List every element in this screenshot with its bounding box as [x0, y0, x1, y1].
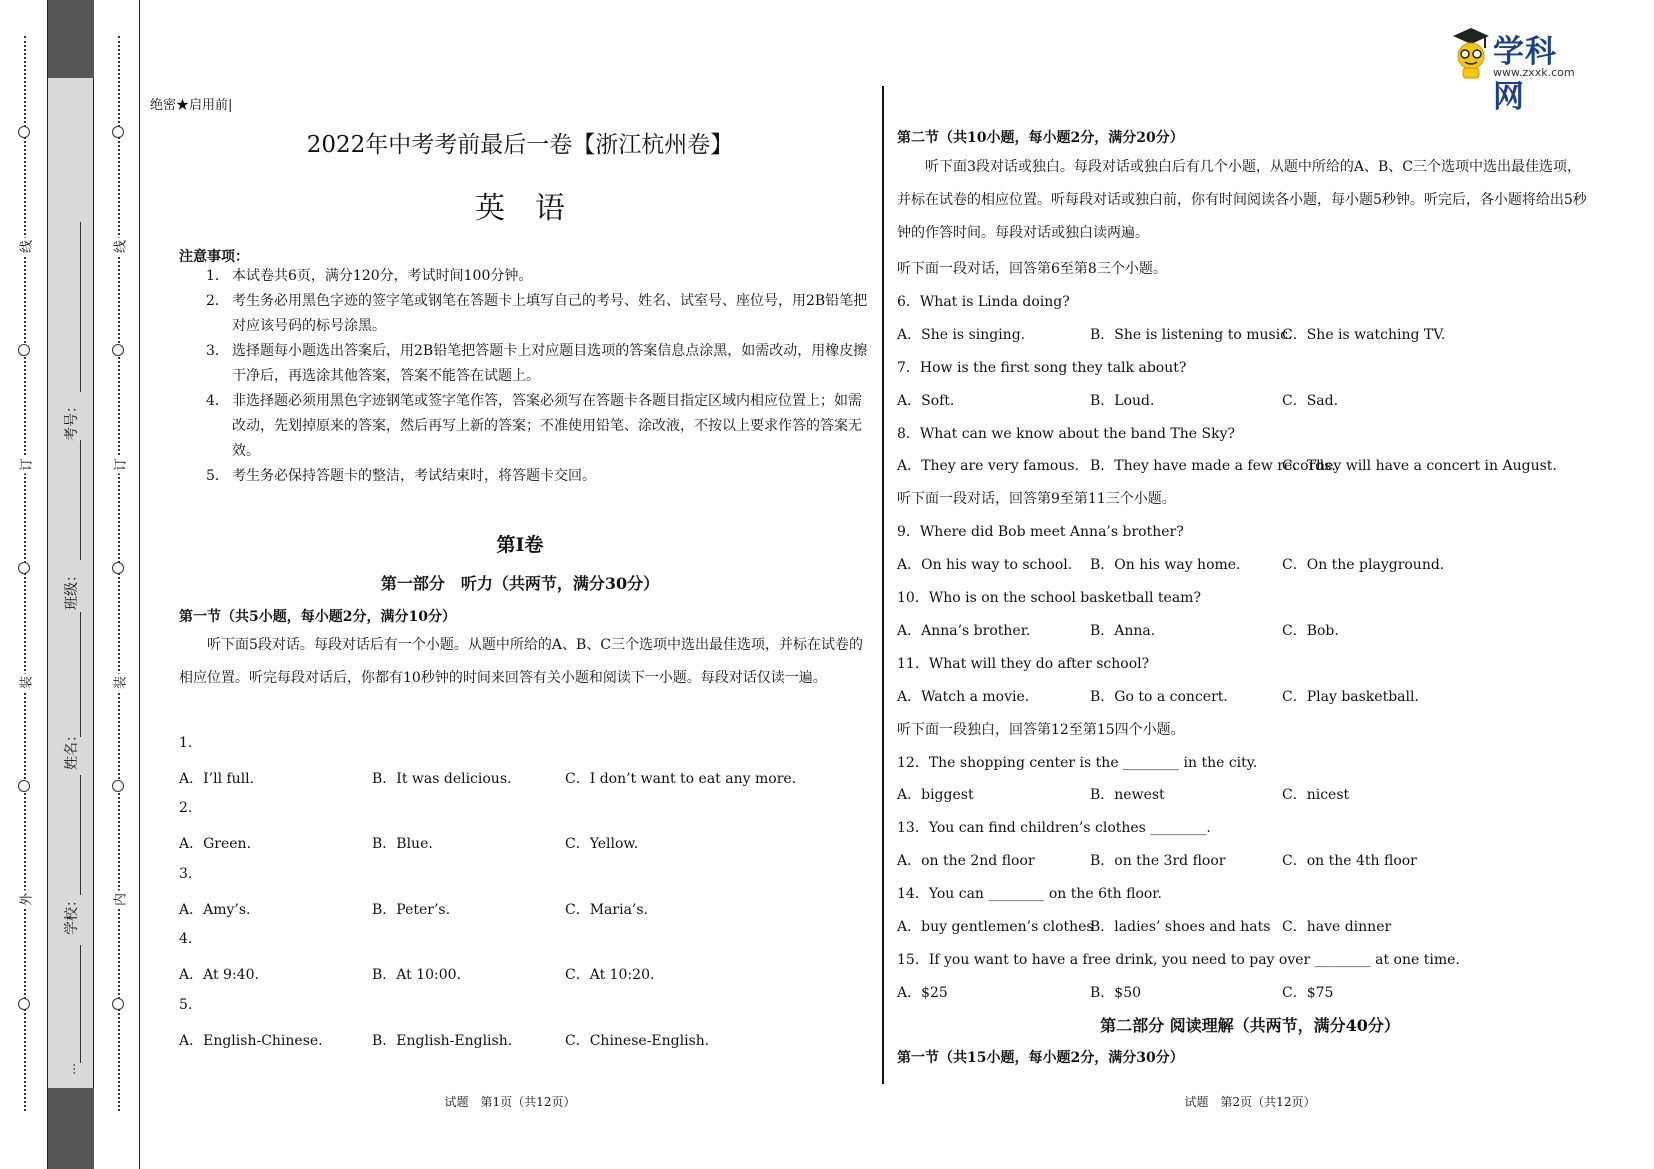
binding-char: 装 [110, 674, 129, 692]
option-c: C．Maria’s. [565, 902, 648, 918]
fill-line [80, 612, 81, 737]
school-label: 学校： [64, 893, 80, 935]
option-c: C．I don’t want to eat any more. [565, 771, 797, 787]
notice-item [206, 389, 874, 464]
option-c: C．At 10:20. [565, 967, 655, 983]
question-number: 1. [179, 735, 193, 751]
option-c: C．nicest [1282, 787, 1350, 804]
logo-text: 学科网 [1493, 34, 1557, 115]
question-number: 5. [179, 997, 193, 1013]
binding-strip-info [48, 0, 94, 1169]
option-b: B．on the 3rd floor [1090, 853, 1226, 870]
listening-instruction: 听下面一段独白，回答第12至第15四个小题。 [897, 721, 1185, 738]
part2-title: 第二部分 阅读理解（共两节，满分40分） [1100, 1016, 1400, 1035]
notice-item [206, 339, 874, 389]
question-text: 15．If you want to have a free drink, you need to pay over ________ at one time. [897, 951, 1460, 968]
dots-text: … [64, 1063, 78, 1075]
option-a: A．English-Chinese. [179, 1033, 323, 1049]
binding-circle [112, 562, 124, 574]
notice-heading: 注意事项： [179, 249, 249, 265]
notice-num: 1． [206, 268, 229, 284]
question-text: 9．Where did Bob meet Anna’s brother? [897, 524, 1184, 541]
binding-char: 内 [110, 891, 129, 909]
option-a: A．I’ll full. [179, 771, 255, 787]
option-a: A．Green. [179, 836, 252, 852]
notice-text: 选择题每小题选出答案后，用2B铅笔把答题卡上对应题目选项的答案信息点涂黑，如需改动，用橡皮擦干净后，再选涂其他答案，答案不能答在试题上。 [232, 343, 868, 384]
option-c: C．have dinner [1282, 919, 1392, 935]
part2-section1-heading: 第一节（共15小题，每小题2分，满分30分） [897, 1050, 1184, 1066]
binding-char: 装 [16, 674, 35, 692]
option-b: B．On his way home. [1090, 557, 1241, 574]
part1-title: 第一部分 听力（共两节，满分30分） [380, 574, 660, 593]
option-c: C．Yellow. [565, 836, 639, 852]
class-label: 班级： [64, 568, 80, 610]
option-a: A．She is singing. [897, 326, 1026, 343]
binding-circle [18, 344, 30, 356]
question-number: 2. [179, 800, 193, 816]
option-a: A．On his way to school. [897, 557, 1073, 574]
option-b: B．It was delicious. [372, 771, 512, 787]
option-b: B．ladies’ shoes and hats [1090, 919, 1271, 935]
fill-line [80, 440, 81, 560]
option-c: C．They will have a concert in August. [1282, 458, 1557, 475]
option-b: B．Go to a concert. [1090, 688, 1228, 705]
option-b: B．Blue. [372, 836, 433, 852]
option-b: B．Peter’s. [372, 902, 451, 918]
option-b: B．English-English. [372, 1033, 513, 1049]
option-b: B．Anna. [1090, 622, 1156, 639]
option-c: C．on the 4th floor [1282, 853, 1417, 870]
option-a: A．Amy’s. [179, 902, 251, 918]
exam-title: 2022年中考考前最后一卷【浙江杭州卷】 [306, 132, 734, 158]
fill-line [80, 222, 81, 392]
binding-dark-block [48, 0, 94, 78]
subject-title: 英语 [475, 191, 595, 226]
option-b: B．They have made a few records. [1090, 458, 1336, 475]
section2-heading: 第二节（共10小题，每小题2分，满分20分） [897, 130, 1184, 146]
option-b: B．Loud. [1090, 392, 1155, 409]
volume-title: 第I卷 [496, 534, 544, 556]
exam-id-label: 考号： [64, 399, 80, 441]
option-a: A．They are very famous. [897, 458, 1080, 475]
zxxk-logo [1449, 26, 1584, 115]
question-text: 7．How is the first song they talk about? [897, 359, 1187, 376]
option-c: C．Bob. [1282, 622, 1339, 639]
option-c: C．Chinese-English. [565, 1033, 710, 1049]
question-text: 8．What can we know about the band The Sky? [897, 425, 1235, 442]
fill-line [80, 775, 81, 895]
option-c: C．On the playground. [1282, 557, 1445, 574]
section1-intro: 听下面5段对话。每段对话后有一个小题。从题中所给的A、B、C三个选项中选出最佳选项，并标在试卷的相应位置。听完每段对话后，你都有10秒钟的时间来回答有关小题和阅读下一小题。每段对话仅读一遍。 [179, 637, 864, 686]
logo-url: www.zxxk.com [1493, 66, 1575, 79]
notice-num: 2． [206, 293, 229, 309]
binding-circle [18, 562, 30, 574]
section2-intro: 听下面3段对话或独白。每段对话或独白后有几个小题，从题中所给的A、B、C三个选项中选出最佳选项，并标在试卷的相应位置。听每段对话或独白前，你有时间阅读各小题，每小题5秒钟。听完后，各小题将给出5秒钟的作答时间。每段对话或独白读两遍。 [897, 159, 1587, 241]
question-text: 13．You can find children’s clothes ________. [897, 820, 1211, 837]
question-text: 11．What will they do after school? [897, 655, 1150, 672]
notice-num: 3． [206, 343, 229, 359]
notice-text: 非选择题必须用黑色字迹钢笔或签字笔作答，答案必须写在答题卡各题目指定区域内相应位置上；如需改动，先划掉原来的答案，然后再写上新的答案；不准使用铅笔、涂改液，不按以上要求作答的答案无效。 [232, 393, 862, 459]
binding-char: 订 [110, 456, 129, 474]
option-a: A．Anna’s brother. [897, 622, 1031, 639]
notice-item [206, 289, 874, 339]
option-b: B．At 10:00. [372, 967, 462, 983]
option-c: C．Play basketball. [1282, 688, 1419, 705]
option-a: A．buy gentlemen’s clothes [897, 919, 1094, 935]
option-c: C．She is watching TV. [1282, 326, 1446, 343]
binding-char: 线 [110, 238, 129, 256]
binding-dark-block [48, 1088, 94, 1169]
binding-strip-inner [94, 0, 140, 1169]
notice-text: 考生务必保持答题卡的整洁，考试结束时，将答题卡交回。 [232, 468, 596, 484]
question-text: 6．What is Linda doing? [897, 293, 1070, 310]
binding-circle [112, 344, 124, 356]
option-a: A．Soft. [897, 392, 955, 409]
binding-circle [18, 780, 30, 792]
notice-text: 考生务必用黑色字迹的签字笔或钢笔在答题卡上填写自己的考号、姓名、试室号、座位号，用2B铅笔把对应该号码的标号涂黑。 [232, 293, 868, 334]
binding-circle [112, 998, 124, 1010]
option-c: C．$75 [1282, 984, 1334, 1001]
question-text: 12．The shopping center is the ________ in the city. [897, 754, 1258, 771]
option-b: B．She is listening to music. [1090, 326, 1293, 343]
notice-item [206, 264, 874, 289]
question-text: 14．You can ________ on the 6th floor. [897, 886, 1162, 903]
option-a: A．on the 2nd floor [897, 853, 1035, 870]
mascot-icon [1449, 26, 1493, 82]
option-a: A．At 9:40. [179, 967, 259, 983]
question-text: 10．Who is on the school basketball team? [897, 590, 1201, 606]
option-a: A．Watch a movie. [897, 688, 1030, 705]
binding-circle [112, 126, 124, 138]
binding-strip-outer [0, 0, 48, 1169]
listening-instruction: 听下面一段对话，回答第9至第11三个小题。 [897, 491, 1176, 508]
notice-num: 4． [206, 393, 229, 409]
listening-instruction: 听下面一段对话，回答第6至第8三个小题。 [897, 261, 1167, 277]
option-c: C．Sad. [1282, 392, 1339, 409]
notice-num: 5． [206, 468, 229, 484]
page-footer: 试题 第2页（共12页） [1184, 1095, 1316, 1109]
option-b: B．newest [1090, 787, 1165, 804]
section1-heading: 第一节（共5小题，每小题2分，满分10分） [179, 609, 456, 625]
notice-text: 本试卷共6页，满分120分，考试时间100分钟。 [232, 268, 533, 284]
page-footer: 试题 第1页（共12页） [444, 1095, 576, 1109]
option-b: B．$50 [1090, 984, 1142, 1001]
question-number: 4. [179, 931, 193, 947]
binding-circle [18, 998, 30, 1010]
notice-item [206, 464, 874, 489]
binding-char: 订 [16, 456, 35, 474]
option-a: A．biggest [897, 787, 974, 804]
option-a: A．$25 [897, 984, 948, 1001]
binding-circle [112, 780, 124, 792]
binding-char: 线 [16, 238, 35, 256]
fill-line [80, 945, 81, 1063]
name-label: 姓名： [64, 728, 80, 770]
question-number: 3. [179, 866, 193, 882]
binding-circle [18, 126, 30, 138]
secret-mark: 绝密★启用前| [150, 98, 233, 113]
binding-char: 外 [16, 891, 35, 909]
